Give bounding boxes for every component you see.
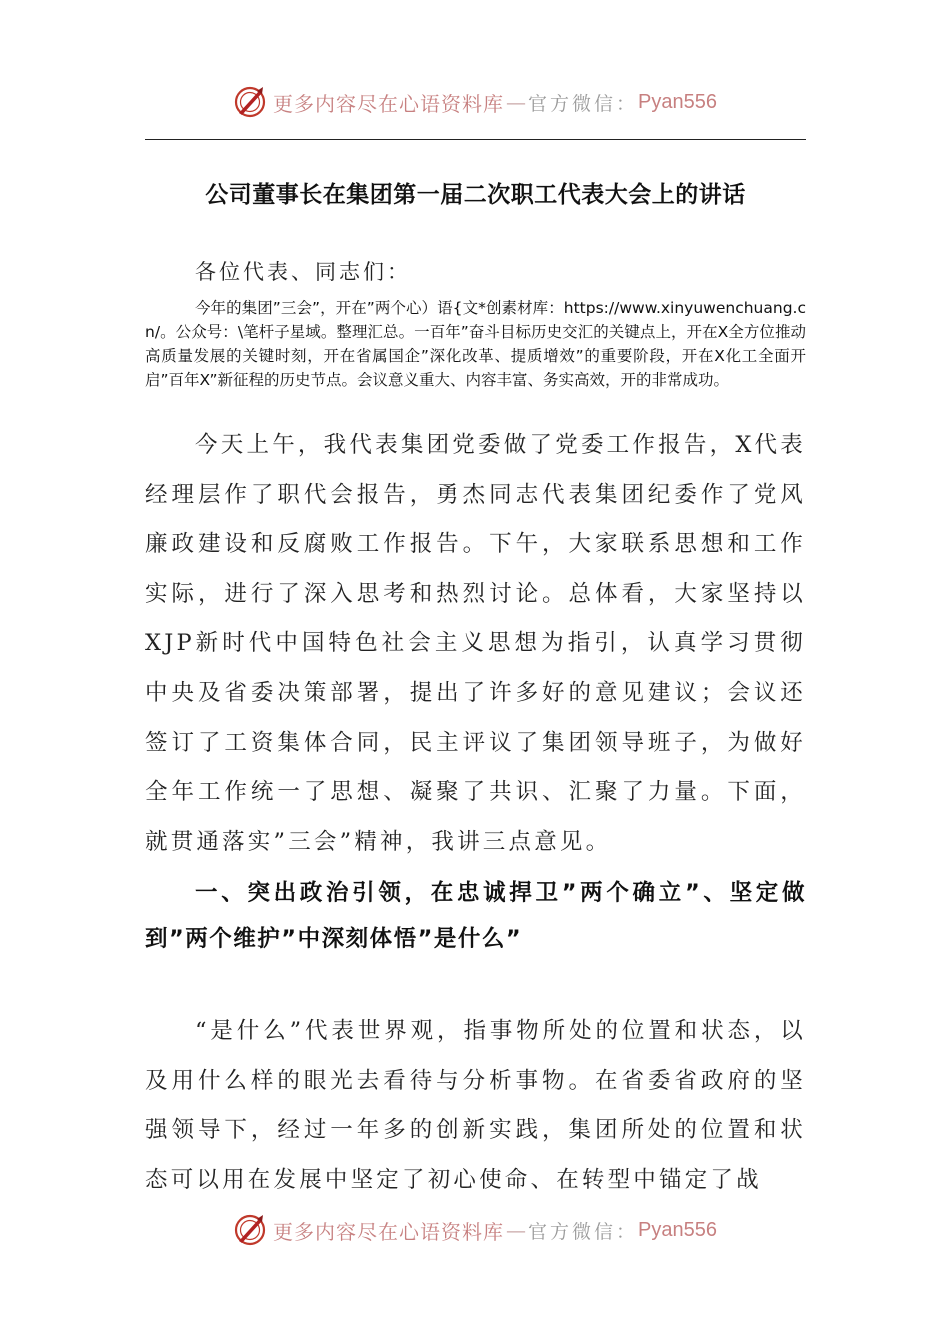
- watermark-separator: —: [506, 90, 526, 114]
- watermark-text: 更多内容尽在心语资料库: [273, 91, 504, 116]
- section-heading-1: 一、突出政治引领，在忠诚捍卫”两个确立”、坚定做到”两个维护”中深刻体悟”是什么”: [145, 880, 806, 952]
- footer-watermark: [0, 1210, 950, 1250]
- watermark-wechat-id: Pyan556: [638, 1218, 717, 1241]
- header-watermark: [0, 82, 950, 122]
- watermark-wechat-id: Pyan556: [638, 90, 717, 113]
- watermark-text: 更多内容尽在心语资料库: [273, 1219, 504, 1244]
- salutation: 各位代表、同志们：: [195, 260, 411, 284]
- header-divider: [145, 139, 806, 140]
- watermark-separator: —: [506, 1218, 526, 1242]
- intro-paragraph: 今年的集团”三会”，开在”两个心）语{文*创素材库：https://www.xinyuwenchuang.cn/。公众号：\笔杆子星域。整理汇总。一百年”奋斗目标历史交汇的关键点上，开在X全方位推动高质量发展的关键时刻，开在省属国企”深化改革、提质增效”的重要阶段，开在X化工全面开启”百年X”新征程的历史节点。会议意义重大、内容丰富、务实高效，开的非常成功。: [145, 299, 806, 389]
- brush-logo-icon: [233, 85, 267, 119]
- document-title: 公司董事长在集团第一届二次职工代表大会上的讲话: [205, 182, 746, 208]
- watermark-official-label: 官方微信：: [528, 92, 639, 115]
- watermark-official-label: 官方微信：: [528, 1220, 639, 1243]
- body-paragraph-2: “是什么”代表世界观，指事物所处的位置和状态，以及用什么样的眼光去看待与分析事物。在省委省政府的坚强领导下，经过一年多的创新实践，集团所处的位置和状态可以用在发展中坚定了初心使命、在转型中锚定了战: [145, 1018, 806, 1193]
- body-paragraph-1: 今天上午，我代表集团党委做了党委工作报告，X代表经理层作了职代会报告，勇杰同志代表集团纪委作了党风廉政建设和反腐败工作报告。下午，大家联系思想和工作实际，进行了深入思考和热烈讨论。总体看，大家坚持以XJP新时代中国特色社会主义思想为指引，认真学习贯彻中央及省委决策部署，提出了许多好的意见建议；会议还签订了工资集体合同，民主评议了集团领导班子，为做好全年工作统一了思想、凝聚了共识、汇聚了力量。下面，就贯通落实”三会”精神，我讲三点意见。: [145, 432, 806, 855]
- brush-logo-icon: [233, 1213, 267, 1247]
